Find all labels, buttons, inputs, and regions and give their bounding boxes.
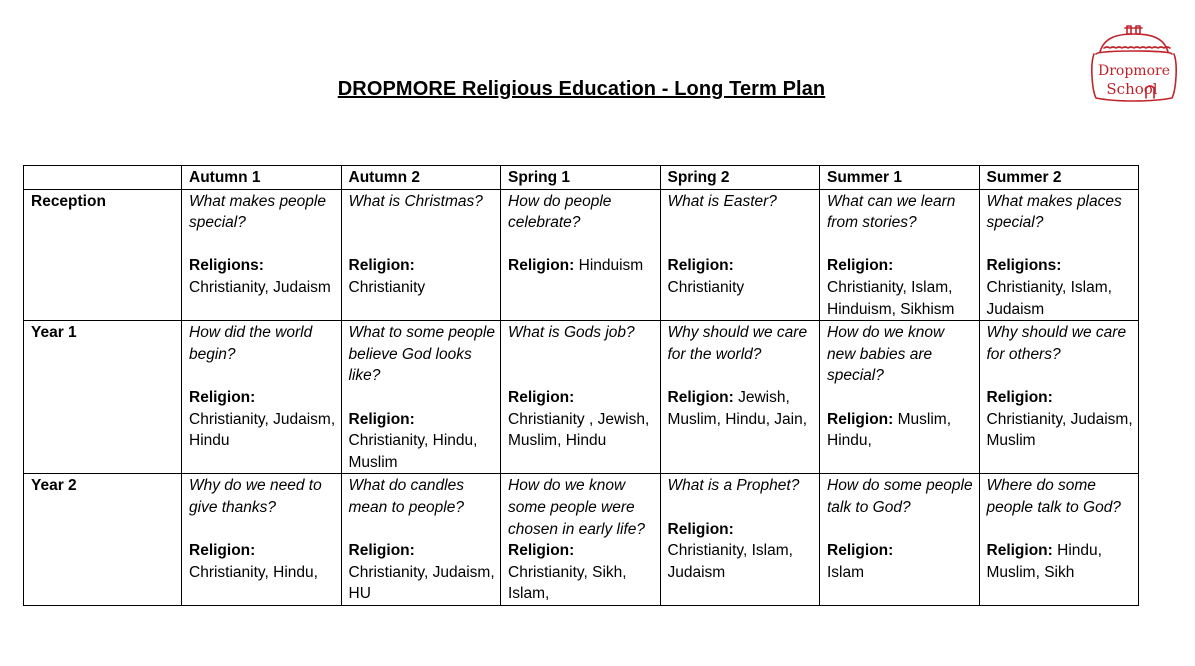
cell-religion-value: Hinduism (574, 257, 644, 275)
header-autumn-1: Autumn 1 (182, 166, 342, 190)
header-corner (24, 166, 182, 190)
cell-religion-label: Religion: (986, 542, 1053, 560)
header-spring-1: Spring 1 (501, 166, 661, 190)
table-cell (820, 321, 980, 474)
cell-religion-value: Christianity (348, 278, 426, 296)
cell-question: How do we know some people were chosen in early life? (508, 477, 645, 538)
table-cell (341, 474, 501, 606)
cell-religion-label: Religion: (827, 542, 894, 560)
cell-question: What to some people believe God looks like? (348, 324, 495, 385)
cell-religion-label: Religion: (508, 388, 575, 406)
header-summer-1: Summer 1 (820, 166, 980, 190)
table-cell (660, 474, 820, 606)
table-cell (501, 321, 661, 474)
cell-religion-value: Christianity, Judaism, HU (348, 563, 495, 603)
cell-religion-label: Religion: (348, 410, 415, 428)
cell-question: What is Easter? (667, 192, 777, 210)
table-cell (820, 474, 980, 606)
cell-question: How do we know new babies are special? (827, 324, 945, 385)
cell-question: What makes places special? (986, 192, 1122, 232)
cell-question: What is Gods job? (508, 324, 635, 342)
table-cell (182, 321, 342, 474)
cell-question: Why should we care for the world? (667, 324, 808, 363)
table-cell (501, 474, 661, 606)
cell-question: Where do some people talk to God? (986, 477, 1121, 516)
table-cell (182, 474, 342, 606)
row-label: Year 2 (24, 474, 182, 606)
row-label: Reception (24, 189, 182, 321)
cell-religion-value: Jewish, Muslim, Hindu, Jain, (667, 388, 808, 428)
cell-religion-value: Christianity, Hindu, Muslim (348, 432, 478, 471)
cell-question: What do candles mean to people? (348, 477, 464, 516)
cell-question: How did the world begin? (189, 324, 313, 363)
cell-religion-label: Religion: (508, 257, 575, 275)
row-label: Year 1 (24, 321, 182, 474)
cell-religion-label: Religion: (827, 410, 894, 428)
cell-religion-label: Religions: (986, 257, 1062, 275)
table-cell (820, 189, 980, 321)
table-cell (979, 321, 1139, 474)
cell-religion-label: Religion: (827, 257, 894, 275)
cell-religion-value: Christianity, Islam, Judaism (667, 542, 793, 581)
cell-religion-label: Religion: (348, 257, 415, 275)
table-header-row (24, 166, 1139, 190)
logo-text-line1: Dropmore (1098, 63, 1170, 79)
cell-question: What makes people special? (189, 192, 326, 232)
cell-religion-label: Religion: (348, 542, 415, 560)
table-cell (501, 189, 661, 321)
table-cell (979, 189, 1139, 321)
cell-religion-value: Muslim, Hindu, (827, 410, 952, 450)
cell-religion-value: Christianity, Judaism (189, 278, 331, 296)
cell-question: What can we learn from stories? (827, 192, 956, 232)
cell-question: How do people celebrate? (508, 192, 612, 232)
long-term-plan-table (23, 165, 1139, 606)
table-cell (660, 189, 820, 321)
cell-religion-value: Christianity, Hindu, (189, 563, 318, 581)
table-row-reception (24, 189, 1139, 321)
cell-religion-label: Religion: (189, 388, 256, 406)
cell-religion-label: Religions: (189, 257, 264, 275)
cell-religion-label: Religion: (667, 257, 734, 275)
cell-religion-value: Christianity, Islam, Judaism (986, 278, 1112, 318)
cell-religion-value: Christianity , Jewish, Muslim, Hindu (508, 410, 650, 450)
cell-question: What is a Prophet? (667, 477, 800, 495)
table-cell (341, 321, 501, 474)
cell-question: Why do we need to give thanks? (189, 477, 322, 516)
cell-religion-value: Hindu, Muslim, Sikh (986, 542, 1102, 581)
cell-religion-label: Religion: (986, 388, 1053, 406)
header-spring-2: Spring 2 (660, 166, 820, 190)
table-cell (979, 474, 1139, 606)
cell-question: How do some people talk to God? (827, 477, 973, 516)
cell-religion-value: Christianity, Sikh, Islam, (508, 563, 627, 603)
cell-question: Why should we care for others? (986, 324, 1127, 363)
cell-question: What is Christmas? (348, 192, 483, 210)
cell-religion-value: Christianity, Islam, Hinduism, Sikhism (827, 278, 955, 318)
table-row-year-1 (24, 321, 1139, 474)
cell-religion-value: Christianity, Judaism, Hindu (189, 410, 336, 450)
page-title: DROPMORE Religious Education - Long Term Plan (337, 78, 826, 100)
header-autumn-2: Autumn 2 (341, 166, 501, 190)
school-logo-icon (1086, 24, 1182, 102)
cell-religion-value: Christianity (667, 278, 745, 296)
table-cell (182, 189, 342, 321)
logo-text-line2: School (1106, 80, 1158, 98)
cell-religion-label: Religion: (189, 542, 256, 560)
cell-religion-value: Islam (827, 563, 865, 581)
table-cell (341, 189, 501, 321)
cell-religion-value: Christianity, Judaism, Muslim (986, 410, 1133, 450)
cell-religion-label: Religion: (508, 542, 575, 560)
cell-religion-label: Religion: (667, 520, 734, 538)
header-summer-2: Summer 2 (979, 166, 1139, 190)
table-cell (660, 321, 820, 474)
table-row-year-2 (24, 474, 1139, 606)
cell-religion-label: Religion: (667, 388, 734, 406)
